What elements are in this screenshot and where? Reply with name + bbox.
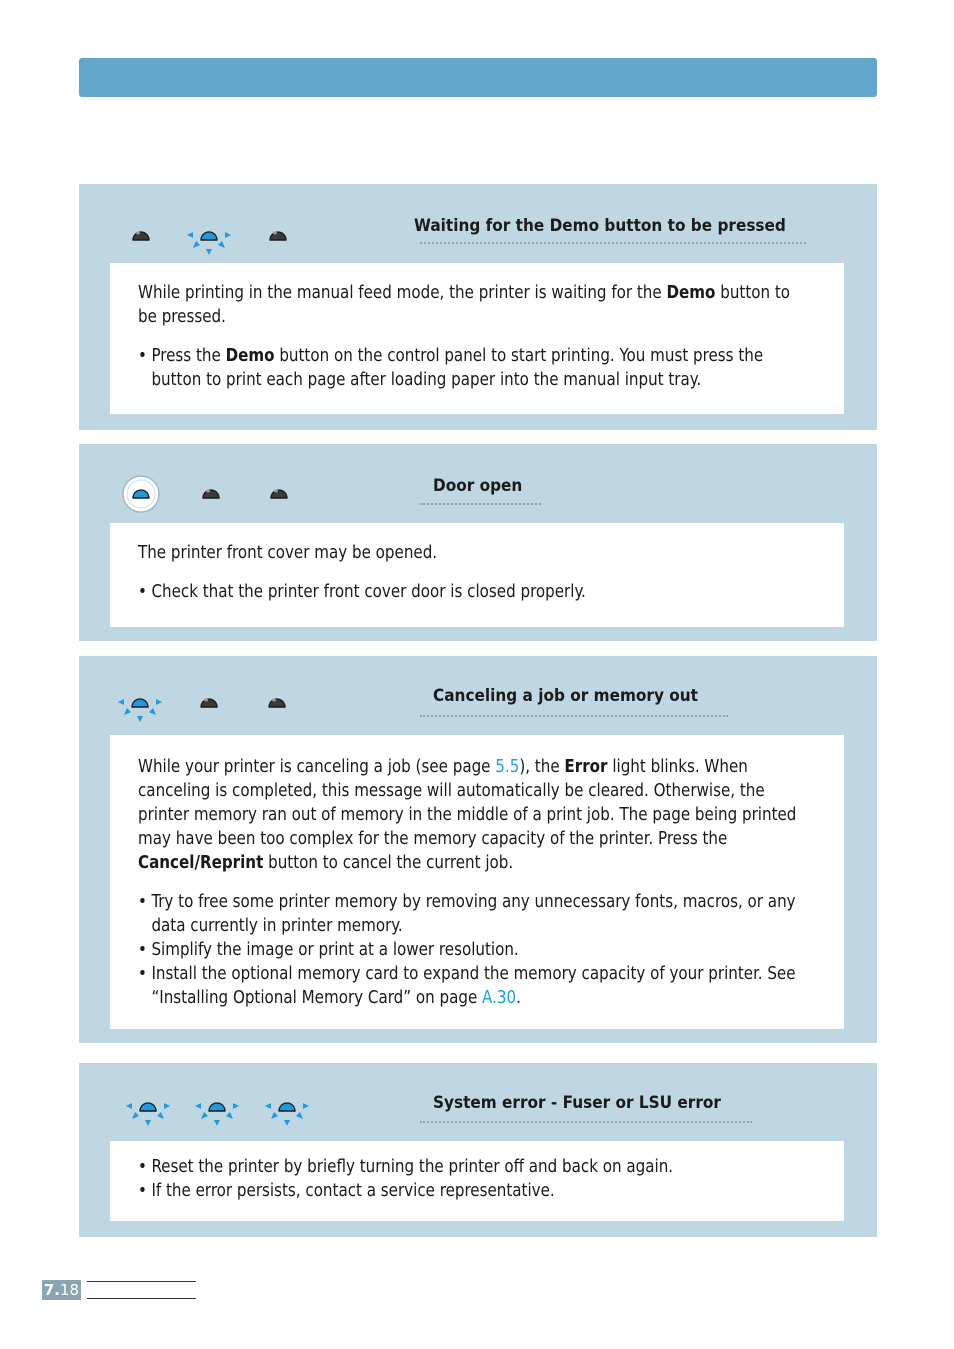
text: Press the (151, 346, 226, 366)
section-demo-wait (79, 184, 877, 430)
description-paragraph (138, 755, 810, 875)
heading-underline (420, 242, 806, 244)
bullet-list (138, 1155, 797, 1203)
text: ), the (519, 757, 565, 777)
bold-text: Demo (225, 346, 275, 366)
heading-underline (420, 1121, 752, 1123)
heading-underline (420, 715, 728, 717)
section-canceling (79, 656, 877, 1043)
text: button to cancel the current job. (263, 853, 514, 873)
text: light blinks. When canceling is completed, this message will automatically be cleared. Otherwise, the printer memory ran out of memory in the middle of a print job. The page being printed may have been too complex for the memory capacity of the printer. Press the (138, 757, 797, 849)
description-paragraph (138, 281, 797, 329)
text: While your printer is canceling a job (see page (138, 757, 496, 777)
description-paragraph (138, 541, 797, 565)
section-heading: Canceling a job or memory out (433, 686, 698, 706)
section-heading: Waiting for the Demo button to be pressed (414, 216, 786, 236)
bullet-list (138, 344, 797, 392)
text: While printing in the manual feed mode, the printer is waiting for the (138, 283, 667, 303)
footer-rule (87, 1281, 196, 1282)
page-link[interactable]: 5.5 (495, 757, 520, 777)
section-body (110, 1141, 844, 1221)
chapter-number: 7. (43, 1281, 61, 1299)
bullet-list (138, 890, 810, 1010)
text: . (516, 988, 521, 1008)
list-item: • Simplify the image or print at a lower resolution. (138, 938, 810, 962)
footer-rule (87, 1298, 196, 1299)
text: The printer front cover may be opened. (138, 543, 438, 563)
bullet-list (138, 580, 797, 604)
list-item: • Check that the printer front cover door is closed properly. (138, 580, 797, 604)
section-body (110, 523, 844, 627)
list-item (138, 962, 810, 1010)
section-door-open (79, 444, 877, 641)
text: Install the optional memory card to expand the memory capacity of your printer. See “Installing Optional Memory Card” on page (151, 964, 796, 1008)
text: button on the control panel to start printing. You must press the button to print each page after loading paper into the manual input tray. (151, 346, 764, 390)
section-heading: System error - Fuser or LSU error (433, 1093, 721, 1113)
section-system-error (79, 1063, 877, 1237)
chapter-header-bar (79, 58, 877, 97)
page-link[interactable]: A.30 (482, 988, 517, 1008)
list-item (138, 344, 797, 392)
list-item: • Try to free some printer memory by removing any unnecessary fonts, macros, or any data currently in printer memory. (138, 890, 810, 938)
list-item: • If the error persists, contact a service representative. (138, 1179, 797, 1203)
page-number-value: 18 (60, 1281, 80, 1299)
page-number (42, 1280, 81, 1300)
bold-text: Demo (666, 283, 716, 303)
section-body (110, 735, 844, 1029)
section-body (110, 263, 844, 414)
bold-text: Cancel/Reprint (138, 853, 264, 873)
bold-text: Error (564, 757, 608, 777)
text: button to be pressed. (138, 283, 791, 327)
heading-underline (420, 503, 541, 505)
list-item: • Reset the printer by briefly turning the printer off and back on again. (138, 1155, 797, 1179)
section-heading: Door open (433, 476, 523, 496)
